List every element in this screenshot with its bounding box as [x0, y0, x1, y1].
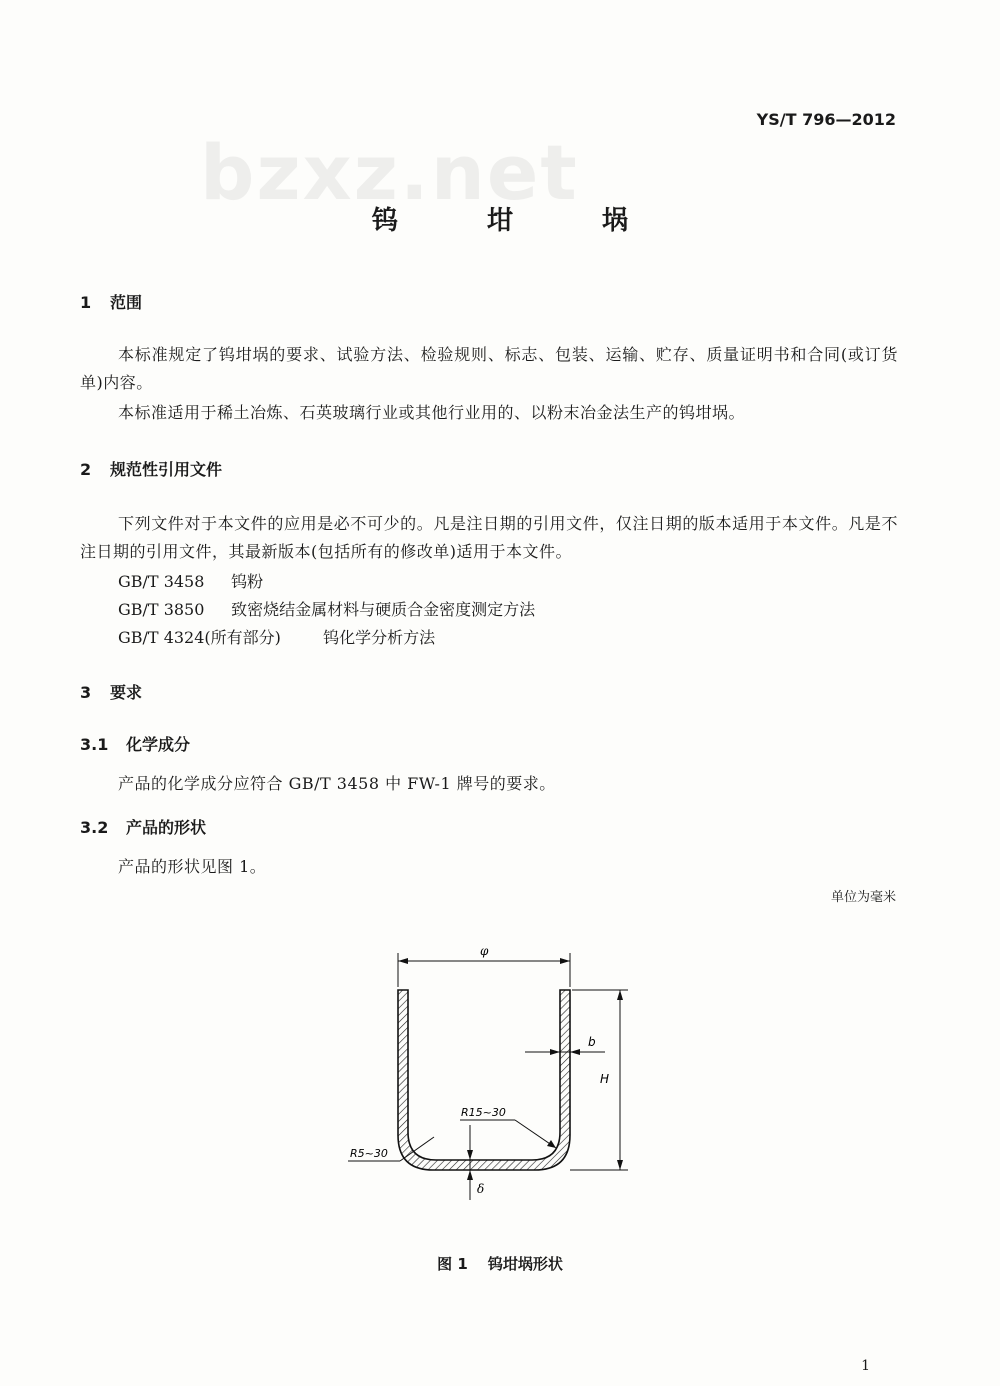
section-number: 2 [80, 460, 92, 479]
section-title: 规范性引用文件 [110, 460, 223, 479]
crucible-wall [398, 990, 570, 1170]
section-number: 3.2 [80, 818, 109, 837]
unit-note: 单位为毫米 [830, 890, 896, 905]
crucible-shape-figure [330, 935, 650, 1205]
section-title: 化学成分 [126, 735, 191, 754]
dimension-label-inner-radius: R15~30 [461, 1106, 506, 1119]
section-3-2-paragraph: 产品的形状见图 1。 [118, 857, 267, 876]
page-number: 1 [861, 1358, 870, 1374]
figure-caption [0, 1253, 1000, 1274]
section-3-2-heading [80, 815, 206, 838]
reference-name: 致密烧结金属材料与硬质合金密度测定方法 [231, 600, 536, 619]
reference-code: GB/T 4324(所有部分) [118, 628, 281, 647]
figure-title: 钨坩埚形状 [487, 1255, 563, 1273]
reference-name: 钨化学分析方法 [323, 628, 436, 647]
reference-name: 钨粉 [231, 572, 264, 591]
dimension-label-H: H [600, 1072, 610, 1086]
section-number: 1 [80, 293, 92, 312]
section-3-1-paragraph: 产品的化学成分应符合 GB/T 3458 中 FW-1 牌号的要求。 [118, 774, 556, 793]
section-3-heading [80, 680, 142, 703]
section-2-heading [80, 457, 222, 480]
section-3-1-heading [80, 732, 190, 755]
section-title: 产品的形状 [126, 818, 207, 837]
section-1-paragraph-1: 本标准规定了钨坩埚的要求、试验方法、检验规则、标志、包装、运输、贮存、质量证明书和合同(或订货单)内容。 [80, 345, 898, 392]
reference-item [118, 597, 535, 620]
document-title: 钨 坩 埚 [371, 206, 669, 236]
section-2-paragraph-1: 下列文件对于本文件的应用是必不可少的。凡是注日期的引用文件，仅注日期的版本适用于本文件。凡是不注日期的引用文件，其最新版本(包括所有的修改单)适用于本文件。 [80, 514, 898, 561]
dimension-label-outer-radius: R5~30 [350, 1147, 388, 1160]
dimension-label-b: b [588, 1035, 596, 1049]
watermark: bzxz.net [200, 128, 579, 217]
dimension-label-phi: φ [480, 944, 489, 958]
section-title: 范围 [110, 293, 143, 312]
standard-code: YS/T 796—2012 [756, 110, 896, 129]
reference-item [118, 625, 435, 648]
section-number: 3 [80, 683, 92, 702]
section-title: 要求 [110, 683, 143, 702]
section-number: 3.1 [80, 735, 109, 754]
reference-code: GB/T 3850 [118, 600, 205, 619]
reference-code: GB/T 3458 [118, 572, 205, 591]
reference-item [118, 569, 263, 592]
section-1-paragraph-2: 本标准适用于稀土冶炼、石英玻璃行业或其他行业用的、以粉末冶金法生产的钨坩埚。 [118, 403, 746, 422]
dimension-label-delta: δ [477, 1182, 485, 1196]
section-1-heading [80, 290, 142, 313]
figure-number: 图 1 [437, 1255, 468, 1273]
